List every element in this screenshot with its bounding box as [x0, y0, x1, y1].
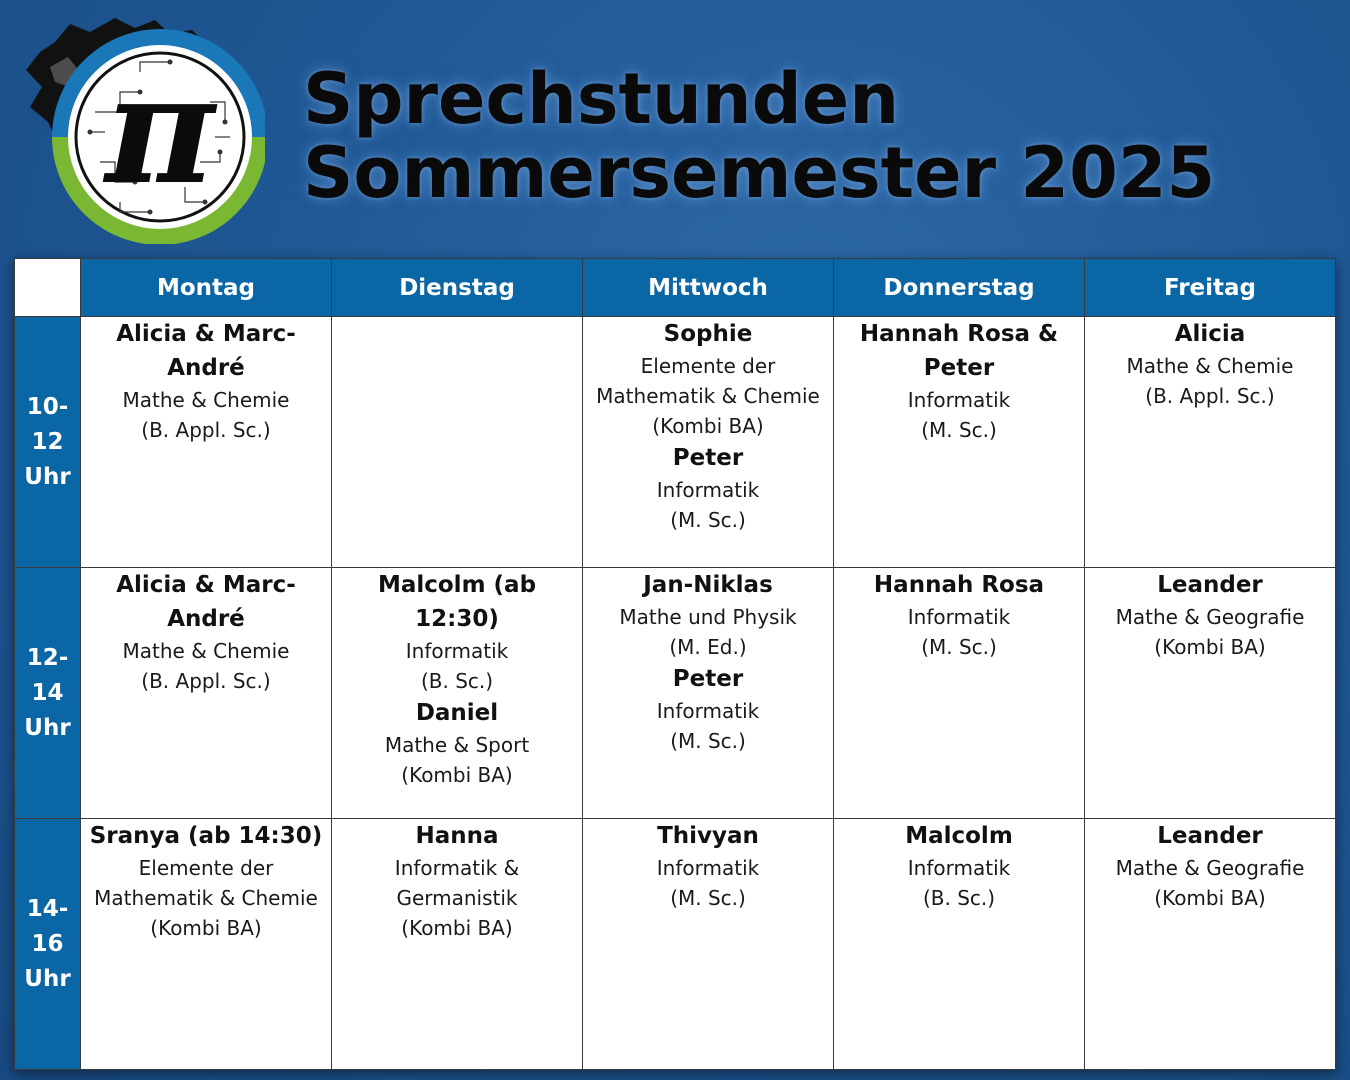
tutor-name: Alicia & Marc-André	[116, 572, 296, 632]
time-slot-text: 12-	[26, 644, 69, 671]
office-hour-entry	[840, 819, 1078, 913]
office-hour-entry	[840, 317, 1078, 445]
subject-info: (M. Ed.)	[669, 635, 747, 659]
tutor-name: Malcolm	[905, 823, 1013, 849]
time-slot-label	[15, 317, 81, 568]
day-header-montag: Montag	[81, 259, 332, 317]
time-slot-text: Uhr	[24, 463, 71, 490]
office-hour-entry	[87, 568, 325, 696]
schedule-cell	[1085, 568, 1336, 819]
day-header-dienstag: Dienstag	[332, 259, 583, 317]
subject-info: (M. Sc.)	[670, 729, 746, 753]
tutor-name: Sranya (ab 14:30)	[89, 823, 323, 849]
time-slot-label	[15, 819, 81, 1070]
tutor-name: Peter	[672, 445, 744, 471]
subject-info: Informatik	[656, 699, 760, 723]
office-hour-entry	[840, 568, 1078, 662]
title-line-2: Sommersemester 2025	[303, 132, 1216, 214]
schedule-cell	[834, 568, 1085, 819]
subject-info: (Kombi BA)	[1154, 886, 1266, 910]
subject-info: Mathe & Chemie	[1126, 354, 1294, 378]
subject-info: Mathe & Chemie	[122, 639, 290, 663]
time-slot-text: 12	[31, 428, 64, 455]
subject-info: Mathe & Geografie	[1115, 605, 1305, 629]
time-slot-row	[15, 568, 1336, 819]
tutor-name: Malcolm (ab 12:30)	[377, 572, 537, 632]
office-hour-entry	[589, 441, 827, 535]
time-slot-text: Uhr	[24, 714, 71, 741]
subject-info: (M. Sc.)	[921, 635, 997, 659]
subject-info: Informatik &	[394, 856, 520, 880]
subject-info: Informatik	[405, 639, 509, 663]
time-slot-row	[15, 819, 1336, 1070]
office-hour-entry	[338, 819, 576, 943]
time-slot-text: Uhr	[24, 965, 71, 992]
subject-info: (M. Sc.)	[921, 418, 997, 442]
time-slot-row	[15, 317, 1336, 568]
time-slot-text: 16	[31, 930, 64, 957]
schedule-cell	[583, 317, 834, 568]
subject-info: (M. Sc.)	[670, 508, 746, 532]
office-hour-entry	[1091, 317, 1329, 411]
subject-info: (B. Sc.)	[922, 886, 996, 910]
office-hour-entry	[589, 662, 827, 756]
day-header-freitag: Freitag	[1085, 259, 1336, 317]
time-slot-text: 10-	[26, 393, 69, 420]
day-header-donnerstag: Donnerstag	[834, 259, 1085, 317]
schedule-cell	[583, 568, 834, 819]
office-hour-entry	[338, 696, 576, 790]
subject-info: (Kombi BA)	[401, 916, 513, 940]
schedule-cell	[332, 819, 583, 1070]
office-hour-entry	[589, 568, 827, 662]
schedule-body	[15, 317, 1336, 1070]
time-slot-label	[15, 568, 81, 819]
office-hour-entry	[1091, 568, 1329, 662]
schedule-cell	[81, 819, 332, 1070]
subject-info: Mathematik & Chemie	[94, 886, 318, 910]
page-title	[303, 58, 1216, 214]
header-row	[15, 259, 1336, 317]
subject-info: (B. Appl. Sc.)	[1145, 384, 1275, 408]
tutor-name: Leander	[1157, 823, 1263, 849]
tutor-name: Daniel	[415, 700, 499, 726]
time-slot-text: 14-	[26, 895, 69, 922]
subject-info: Elemente der	[640, 354, 776, 378]
subject-info: Informatik	[907, 605, 1011, 629]
schedule-cell	[1085, 819, 1336, 1070]
tutor-name: Leander	[1157, 572, 1263, 598]
schedule-table	[14, 258, 1336, 1070]
subject-info: Informatik	[656, 856, 760, 880]
office-hour-entry	[1091, 819, 1329, 913]
subject-info: (Kombi BA)	[1154, 635, 1266, 659]
schedule-cell	[834, 819, 1085, 1070]
schedule-cell	[81, 568, 332, 819]
corner-cell	[15, 259, 81, 317]
lion-pi-logo-icon	[20, 12, 265, 244]
schedule-cell	[332, 568, 583, 819]
tutor-name: Thivyan	[657, 823, 759, 849]
schedule-cell	[834, 317, 1085, 568]
subject-info: Mathe und Physik	[619, 605, 797, 629]
subject-info: (M. Sc.)	[670, 886, 746, 910]
tutor-name: Hanna	[415, 823, 499, 849]
subject-info: Elemente der	[138, 856, 274, 880]
pi-symbol: π	[105, 42, 215, 218]
subject-info: (Kombi BA)	[150, 916, 262, 940]
subject-info: Informatik	[656, 478, 760, 502]
tutor-name: Alicia & Marc-André	[116, 321, 296, 381]
day-header-mittwoch: Mittwoch	[583, 259, 834, 317]
schedule-cell	[1085, 317, 1336, 568]
tutor-name: Alicia	[1174, 321, 1246, 347]
office-hour-entry	[589, 819, 827, 913]
office-hour-entry	[589, 317, 827, 441]
subject-info: (B. Appl. Sc.)	[141, 418, 271, 442]
tutor-name: Hannah Rosa	[873, 572, 1045, 598]
tutor-name: Hannah Rosa & Peter	[859, 321, 1059, 381]
subject-info: Mathematik & Chemie	[596, 384, 820, 408]
tutor-name: Sophie	[663, 321, 753, 347]
subject-info: Mathe & Chemie	[122, 388, 290, 412]
tutor-name: Jan-Niklas	[643, 572, 773, 598]
schedule-cell	[332, 317, 583, 568]
office-hour-entry	[338, 568, 576, 696]
subject-info: Informatik	[907, 388, 1011, 412]
office-hour-entry	[87, 819, 325, 943]
subject-info: (B. Sc.)	[420, 669, 494, 693]
subject-info: Informatik	[907, 856, 1011, 880]
schedule-cell	[583, 819, 834, 1070]
office-hour-entry	[87, 317, 325, 445]
time-slot-text: 14	[31, 679, 64, 706]
subject-info: Germanistik	[396, 886, 518, 910]
title-line-1: Sprechstunden	[303, 58, 900, 140]
subject-info: (Kombi BA)	[652, 414, 764, 438]
fachschaft-logo	[20, 12, 265, 244]
tutor-name: Peter	[672, 666, 744, 692]
subject-info: Mathe & Geografie	[1115, 856, 1305, 880]
subject-info: Mathe & Sport	[384, 733, 530, 757]
subject-info: (Kombi BA)	[401, 763, 513, 787]
subject-info: (B. Appl. Sc.)	[141, 669, 271, 693]
schedule-cell	[81, 317, 332, 568]
